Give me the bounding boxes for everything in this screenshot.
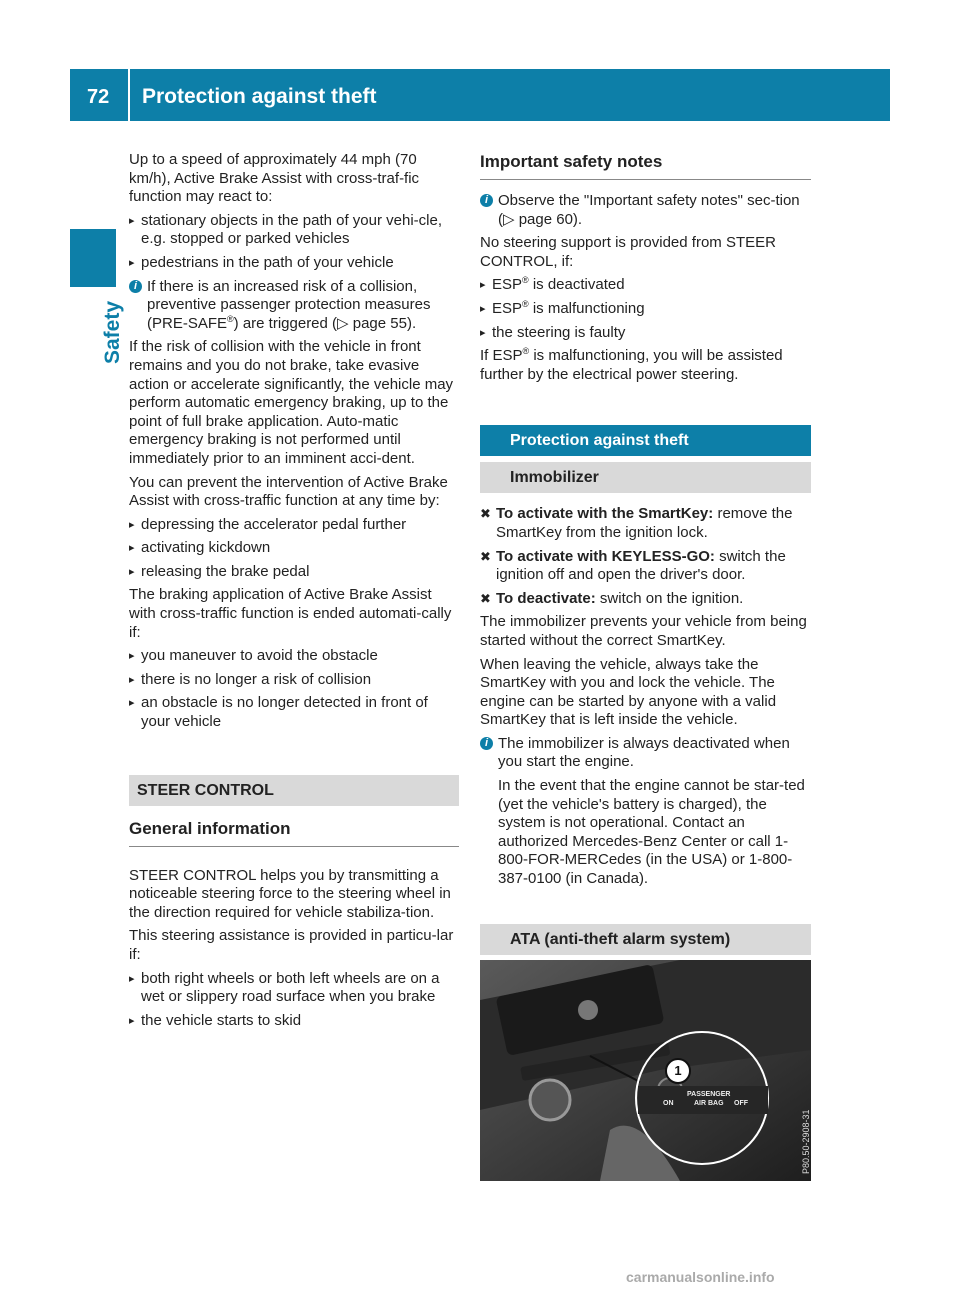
list-item: ▸ the steering is faulty xyxy=(480,324,811,343)
list-item: ▸ there is no longer a risk of collision xyxy=(129,671,459,690)
paragraph: STEER CONTROL helps you by transmitting a noticeable steering force to the steering wheel in the direction required for vehicle stabiliza-tion. xyxy=(129,866,451,921)
page-title: Protection against theft xyxy=(142,85,377,108)
figure-code: P80.50-2908-31 xyxy=(801,1109,811,1174)
paragraph: If ESP® is malfunctioning, you will be assisted further by the electrical power steering. xyxy=(480,346,783,383)
dashboard-photo xyxy=(480,960,811,1181)
instruction-step: ✖ To activate with KEYLESS-GO: switch the ignition off and open the driver's door. xyxy=(480,547,786,584)
header-divider xyxy=(128,69,130,121)
info-note: i Observe the "Important safety notes" sec-tion (▷ page 60). xyxy=(480,192,811,229)
airbag-off-label: OFF xyxy=(734,1100,748,1107)
dashboard-illustration xyxy=(480,960,811,1181)
side-label-text: Safety xyxy=(101,300,124,364)
step-arrow-icon: ✖ xyxy=(480,506,491,522)
info-icon: i xyxy=(480,737,493,750)
instruction-step: ✖ To activate with the SmartKey: remove the SmartKey from the ignition lock. xyxy=(480,505,793,541)
list-item: ▸ the vehicle starts to skid xyxy=(129,1012,459,1031)
instruction-step: ✖ To deactivate: switch on the ignition. xyxy=(480,589,744,607)
callout-number: 1 xyxy=(665,1058,691,1084)
list-item: ▸ pedestrians in the path of your vehicle xyxy=(129,254,459,273)
step-arrow-icon: ✖ xyxy=(480,590,491,606)
airbag-label-2: AIR BAG xyxy=(694,1100,724,1107)
list-item: ▸ both right wheels or both left wheels are on a wet or slippery road surface when you brake xyxy=(129,970,459,1007)
paragraph: The braking application of Active Brake Assist with cross-traffic function is ended automati-cally if: xyxy=(129,586,452,641)
section-bar-steer-control: STEER CONTROL xyxy=(129,775,459,806)
paragraph: No steering support is provided from STEER CONTROL, if: xyxy=(480,234,776,270)
side-tab xyxy=(70,229,116,287)
step-arrow-icon: ✖ xyxy=(480,548,491,564)
left-column xyxy=(129,151,459,1035)
airbag-label-1: PASSENGER xyxy=(687,1091,731,1098)
list-item: ▸ depressing the accelerator pedal further xyxy=(129,516,459,535)
list-item: ▸ releasing the brake pedal xyxy=(129,563,459,582)
list-item: ▸ ESP® is deactivated xyxy=(480,276,811,295)
side-label xyxy=(69,294,124,364)
page-header xyxy=(70,69,890,121)
list-item: ▸ ESP® is malfunctioning xyxy=(480,300,811,319)
list-item: ▸ stationary objects in the path of your vehi-cle, e.g. stopped or parked vehicles xyxy=(129,212,459,249)
info-icon: i xyxy=(480,194,493,207)
section-bar-ata: ATA (anti-theft alarm system) xyxy=(480,924,811,955)
info-note: i The immobilizer is always deactivated when you start the engine. xyxy=(480,735,811,772)
paragraph: This steering assistance is provided in particu-lar if: xyxy=(129,927,454,963)
section-bar-protection-against-theft: Protection against theft xyxy=(480,425,811,456)
intro-paragraph: Up to a speed of approximately 44 mph (70 km/h), Active Brake Assist with cross-traf-fic function may react to: xyxy=(129,151,420,206)
list-item: ▸ you maneuver to avoid the obstacle xyxy=(129,647,459,666)
paragraph: You can prevent the intervention of Active Brake Assist with cross-traffic function at any time by: xyxy=(129,473,448,510)
list-item: ▸ an obstacle is no longer detected in front of your vehicle xyxy=(129,694,459,731)
info-icon: i xyxy=(129,280,142,293)
paragraph: If the risk of collision with the vehicle in front remains and you do not brake, take evasive action or accelerate significantly, the vehicle may perform automatic emergency braking, up to the point of full brake application. Auto-matic emergency braking is not performed until immediately prior to an imminent acci-dent. xyxy=(129,338,454,467)
subheading-general-information: General information xyxy=(129,818,459,847)
paragraph: When leaving the vehicle, always take the SmartKey with you and lock the vehicle. The engine can be started by anyone with a valid SmartKey that is left inside the vehicle. xyxy=(480,655,777,729)
list-item: ▸ activating kickdown xyxy=(129,539,459,558)
right-column xyxy=(480,151,811,967)
info-note: i If there is an increased risk of a collision, preventive passenger protection measures (PRE-SAFE®) are triggered (▷ page 55). xyxy=(129,278,459,334)
section-bar-immobilizer: Immobilizer xyxy=(480,462,811,493)
watermark[interactable]: carmanualsonline.info xyxy=(626,1269,775,1285)
paragraph: The immobilizer prevents your vehicle from being started without the correct SmartKey. xyxy=(480,613,807,649)
paragraph: In the event that the engine cannot be star-ted (yet the vehicle's battery is charged), the system is not operational. Contact an authorized Mercedes-Benz Center or call 1-800-FOR-MERCedes (in the USA) or 1-800-387-0100 (in Canada). xyxy=(498,777,805,888)
airbag-on-label: ON xyxy=(663,1100,674,1107)
page-number: 72 xyxy=(87,86,110,108)
subheading-important-safety-notes: Important safety notes xyxy=(480,151,811,180)
